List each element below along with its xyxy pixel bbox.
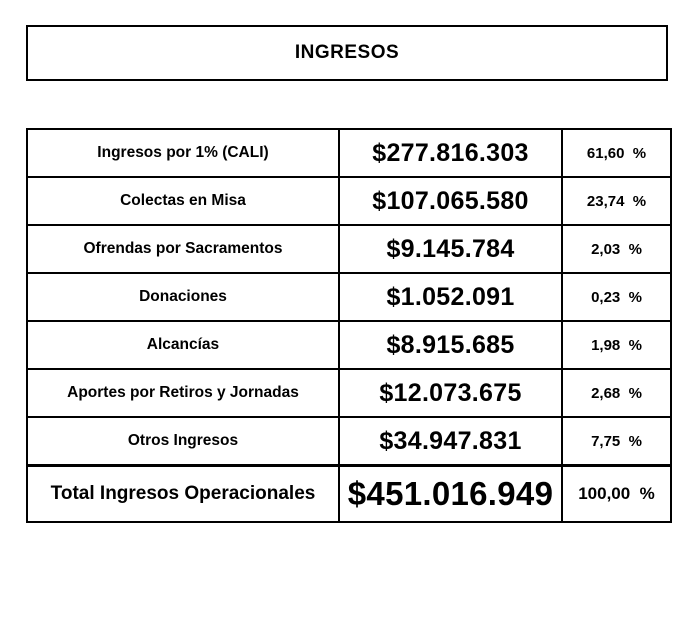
table-row	[27, 273, 671, 321]
percent-cell: 2,68 %	[562, 369, 671, 417]
table-row	[27, 129, 671, 177]
amount-cell: $1.052.091	[339, 273, 562, 321]
table-row	[27, 225, 671, 273]
total-percent: 100,00 %	[562, 466, 671, 523]
percent-cell: 61,60 %	[562, 129, 671, 177]
title-box	[26, 25, 668, 81]
concept-cell: Donaciones	[27, 273, 339, 321]
amount-cell: $107.065.580	[339, 177, 562, 225]
amount-cell: $9.145.784	[339, 225, 562, 273]
table-row	[27, 177, 671, 225]
percent-cell: 2,03 %	[562, 225, 671, 273]
concept-cell: Alcancías	[27, 321, 339, 369]
income-table	[26, 128, 672, 523]
page-title: INGRESOS	[294, 42, 400, 63]
total-label: Total Ingresos Operacionales	[27, 466, 339, 523]
concept-cell: Colectas en Misa	[27, 177, 339, 225]
percent-cell: 0,23 %	[562, 273, 671, 321]
amount-cell: $34.947.831	[339, 417, 562, 466]
total-amount: $451.016.949	[339, 466, 562, 523]
amount-cell: $12.073.675	[339, 369, 562, 417]
table-row	[27, 369, 671, 417]
percent-cell: 7,75 %	[562, 417, 671, 466]
concept-cell: Aportes por Retiros y Jornadas	[27, 369, 339, 417]
amount-cell: $277.816.303	[339, 129, 562, 177]
concept-cell: Ingresos por 1% (CALI)	[27, 129, 339, 177]
total-row	[27, 466, 671, 523]
table-row	[27, 417, 671, 466]
percent-cell: 1,98 %	[562, 321, 671, 369]
table-row	[27, 321, 671, 369]
concept-cell: Ofrendas por Sacramentos	[27, 225, 339, 273]
percent-cell: 23,74 %	[562, 177, 671, 225]
concept-cell: Otros Ingresos	[27, 417, 339, 466]
amount-cell: $8.915.685	[339, 321, 562, 369]
